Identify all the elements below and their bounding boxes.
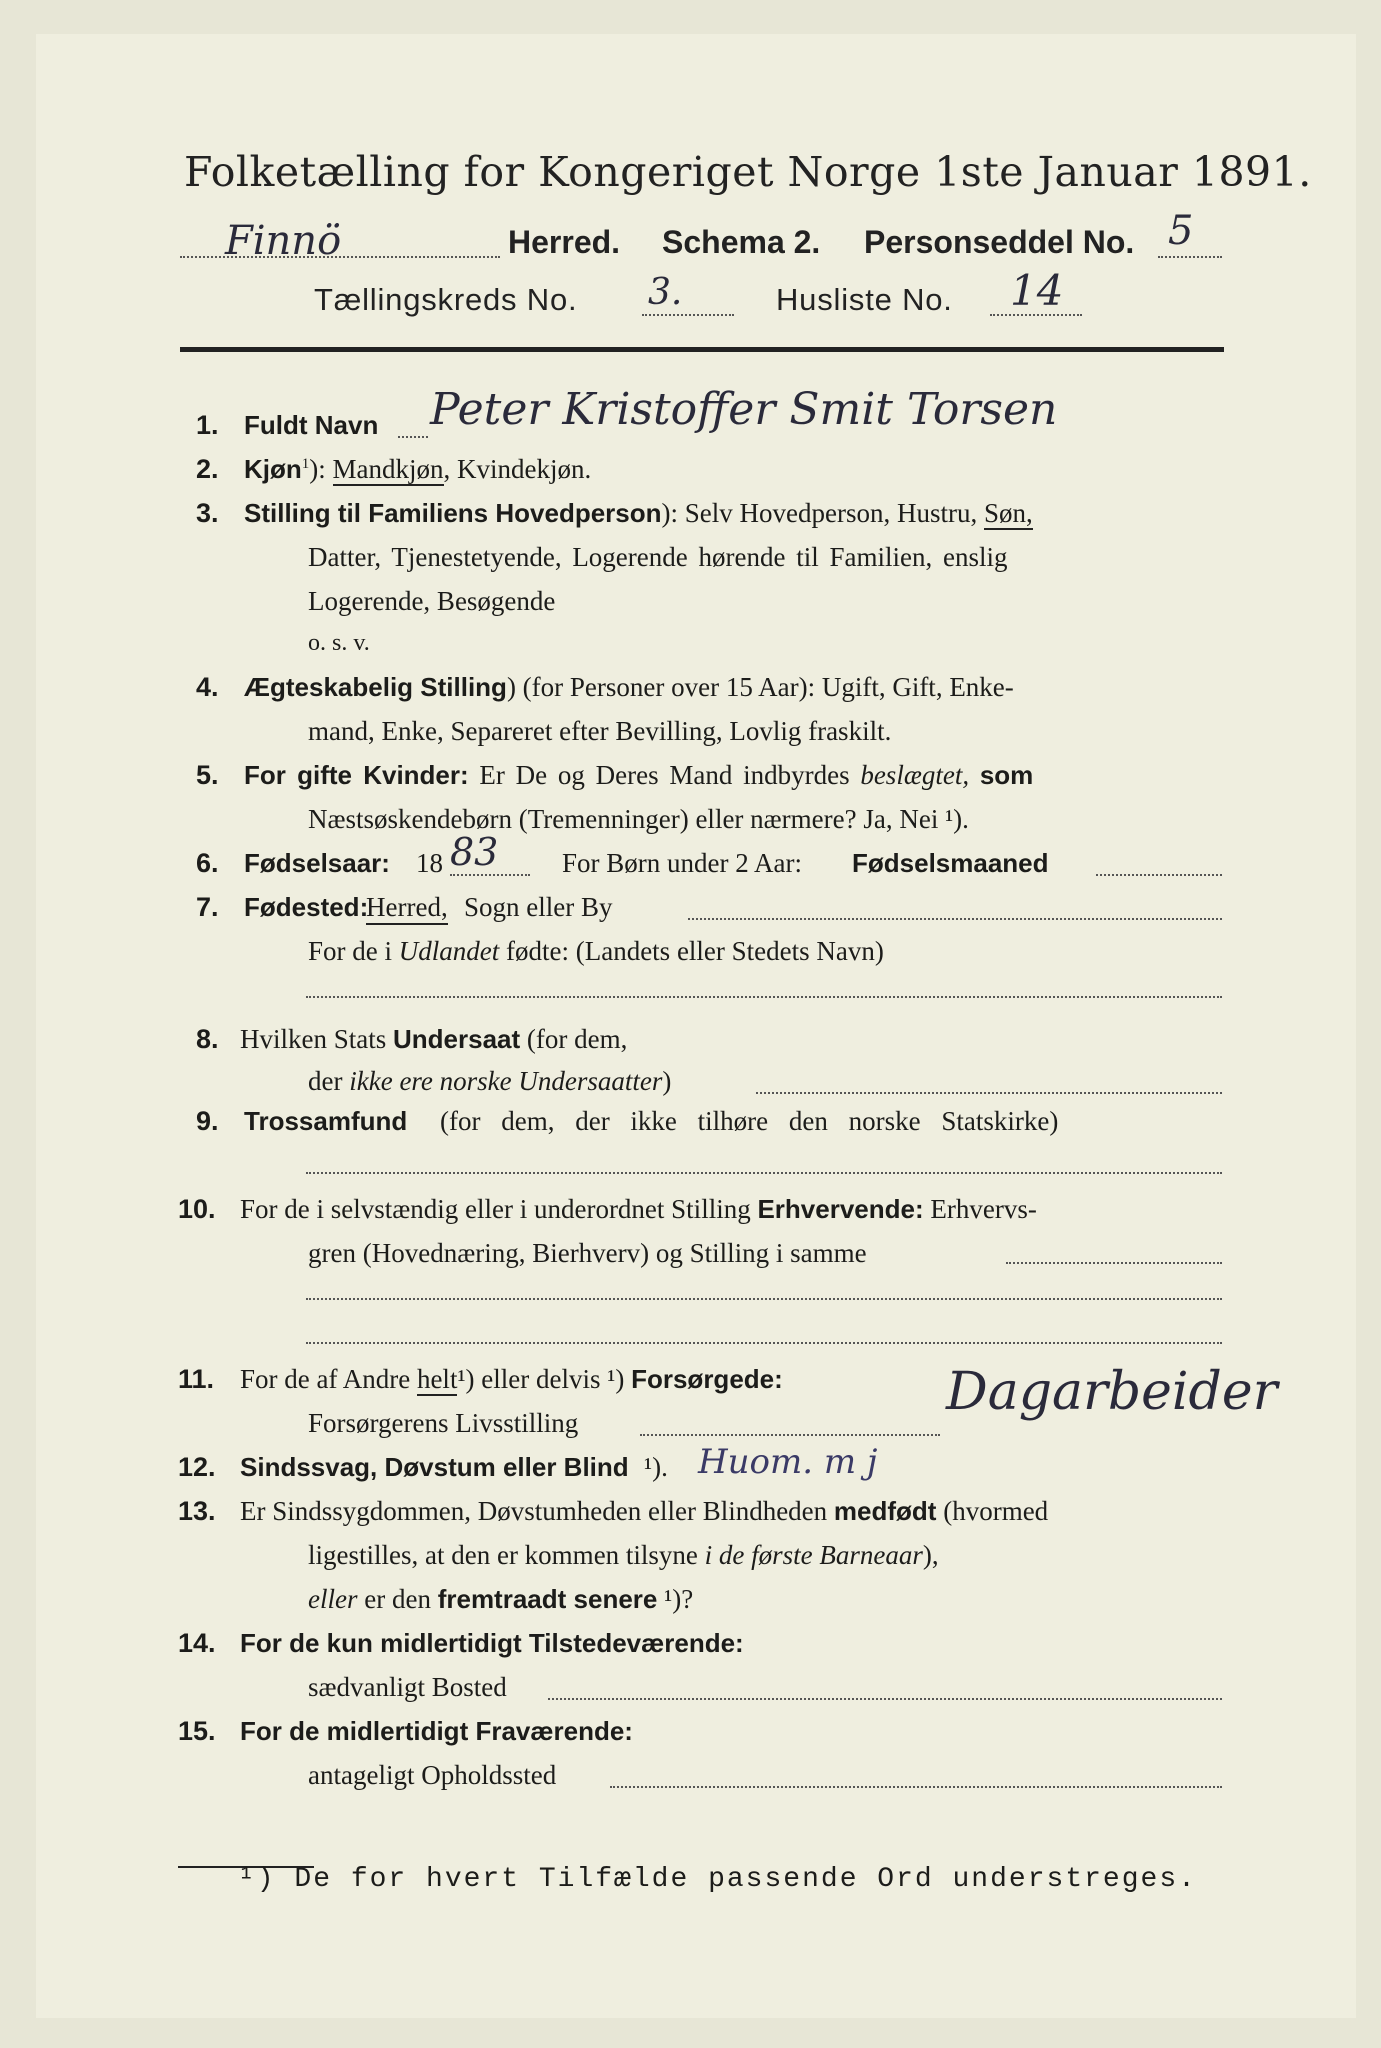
item-6-prefix: 18 <box>416 848 443 878</box>
item-10-line-1 <box>240 1194 1037 1225</box>
item-9-text-a: (for dem, der ikke tilhøre den norske Statskirke) <box>440 1106 1059 1136</box>
item-13-line-1 <box>240 1496 1048 1527</box>
item-13-text-b: (hvormed <box>943 1496 1049 1526</box>
item-2-line <box>244 454 591 485</box>
item-12-number: 12. <box>178 1452 216 1482</box>
item-15-dotted-line <box>610 1786 1222 1788</box>
item-14-dotted-line <box>548 1698 1222 1700</box>
item-2-label: Kjøn <box>244 454 302 484</box>
item-11-occupation-handwritten: Dagarbeider <box>946 1362 1278 1422</box>
item-6-year-handwritten: 83 <box>450 830 499 874</box>
item-15-line-2: antageligt Opholdssted <box>308 1760 557 1790</box>
item-13-line-2-b: ), <box>922 1540 939 1570</box>
item-6-label: Fødselsaar: <box>244 848 390 878</box>
item-9-dotted-line <box>306 1172 1222 1174</box>
item-2-text-b: , Kvindekjøn. <box>443 454 592 484</box>
item-8-line-1 <box>240 1024 627 1055</box>
item-8-line-2-italic: ikke ere norske Undersaatter <box>349 1066 663 1096</box>
item-9-number: 9. <box>196 1106 219 1136</box>
husliste-dotted-line <box>990 314 1082 316</box>
item-4-text-a: ) (for Personer over 15 Aar): Ugift, Gift, Enke- <box>506 672 1014 702</box>
census-form-sheet <box>36 34 1356 2018</box>
item-3-line-1 <box>244 498 1033 529</box>
form-title: Folketælling for Kongeriget Norge 1ste Januar 1891. <box>184 148 1312 196</box>
item-11-line-2: Forsørgerens Livsstilling <box>308 1408 579 1438</box>
item-11-line-1 <box>240 1364 783 1395</box>
item-6-number: 6. <box>196 848 219 878</box>
item-8-dotted-line <box>756 1092 1222 1094</box>
item-3-text-a: ): Selv Hovedperson, Hustru, <box>661 498 978 528</box>
item-10-dotted-line-2 <box>306 1298 1222 1300</box>
schema-label: Schema 2. <box>662 224 821 260</box>
item-2-selected-underlined: Mandkjøn <box>332 454 444 484</box>
item-12-handwritten: Huom. m j <box>698 1442 878 1482</box>
item-2-number: 2. <box>196 454 219 484</box>
item-11-text-a: For de af Andre <box>240 1364 411 1394</box>
item-11-text-b: ¹) eller delvis ¹) <box>457 1364 625 1394</box>
personseddel-handwritten: 5 <box>1168 208 1194 254</box>
herred-handwritten: Finnö <box>225 218 342 264</box>
item-13-line-3-a: er den <box>357 1584 438 1614</box>
item-13-number: 13. <box>178 1496 216 1526</box>
item-4-label: Ægteskabelig Stilling <box>244 672 507 702</box>
item-8-label: Undersaat <box>393 1024 521 1054</box>
item-13-text-a: Er Sindssygdommen, Døvstumheden eller Blindheden <box>240 1496 828 1526</box>
item-1-label: Fuldt Navn <box>244 410 379 440</box>
item-11-selected-underlined: helt <box>416 1364 458 1394</box>
item-13-line-3-bold: fremtraadt senere <box>437 1584 658 1614</box>
item-10-dotted-line <box>1006 1262 1222 1264</box>
item-8-line-2-a: der <box>308 1066 350 1096</box>
item-10-text-a: For de i selvstændig eller i underordnet Stilling <box>240 1194 751 1224</box>
item-15-number: 15. <box>178 1716 216 1746</box>
husliste-handwritten: 14 <box>1010 266 1064 315</box>
item-7-dotted-line-2 <box>306 996 1222 998</box>
item-10-number: 10. <box>178 1194 216 1224</box>
item-4-line-1 <box>244 672 1014 703</box>
item-11-label: Forsørgede: <box>631 1364 783 1394</box>
item-3-selected-underlined: Søn, <box>983 498 1033 528</box>
taellingskreds-handwritten: 3. <box>648 272 683 313</box>
personseddel-label: Personseddel No. <box>864 224 1135 260</box>
item-5-label: For gifte Kvinder: <box>244 760 469 790</box>
item-7-label: Fødested: <box>244 892 369 922</box>
item-7-dotted-line <box>688 918 1222 920</box>
item-6-label-2: Fødselsmaaned <box>852 848 1049 878</box>
item-3-number: 3. <box>196 498 219 528</box>
item-11-number: 11. <box>178 1364 215 1394</box>
item-7-line-2-b: fødte: (Landets eller Stedets Navn) <box>499 936 884 966</box>
item-9-label: Trossamfund <box>244 1106 408 1136</box>
item-3-line-4: o. s. v. <box>308 630 370 656</box>
item-11-dotted-line <box>640 1434 940 1436</box>
item-13-line-2-italic: i de første Barneaar <box>704 1540 923 1570</box>
item-6-month-dotted-line <box>1096 874 1222 876</box>
item-5-text-italic: beslægtet, <box>860 760 970 790</box>
item-3-line-3: Logerende, Besøgende <box>308 586 556 616</box>
item-13-line-3-b: ¹)? <box>657 1584 694 1614</box>
item-5-text-b: som <box>979 760 1034 790</box>
item-12-text-a: ¹). <box>644 1452 668 1482</box>
item-10-line-2: gren (Hovednæring, Bierhverv) og Stilling i samme <box>308 1238 867 1268</box>
item-7-text-a: Sogn eller By <box>464 892 613 922</box>
item-13-label: medfødt <box>833 1496 937 1526</box>
item-12-label: Sindssvag, Døvstum eller Blind <box>240 1452 629 1482</box>
item-13-line-2 <box>308 1540 939 1571</box>
herred-dotted-line <box>180 256 500 258</box>
item-6-text-a: For Børn under 2 Aar: <box>562 848 802 878</box>
husliste-label: Husliste No. <box>776 282 953 317</box>
item-5-text-a: Er De og Deres Mand indbyrdes <box>479 760 850 790</box>
item-7-line-2 <box>308 936 884 967</box>
item-4-line-2: mand, Enke, Separeret efter Bevilling, Lovlig fraskilt. <box>308 716 892 746</box>
item-7-number: 7. <box>196 892 219 922</box>
item-1-name-handwritten: Peter Kristoffer Smit Torsen <box>430 384 1058 435</box>
item-7-line-2-a: For de i <box>308 936 399 966</box>
herred-label: Herred. <box>508 224 621 260</box>
item-15-label: For de midlertidigt Fraværende: <box>240 1716 633 1746</box>
item-14-number: 14. <box>178 1628 216 1658</box>
item-2-text-a: ): <box>309 454 333 484</box>
item-10-text-b: Erhvervs- <box>930 1194 1037 1224</box>
item-7-line-2-italic: Udlandet <box>398 936 500 966</box>
personseddel-dotted-line <box>1158 256 1222 258</box>
taellingskreds-dotted-line <box>642 314 734 316</box>
footnote-text: ¹) De for hvert Tilfælde passende Ord understreges. <box>238 1864 1197 1895</box>
item-5-line-1 <box>244 760 1033 791</box>
item-4-number: 4. <box>196 672 219 702</box>
item-13-line-2-a: ligestilles, at den er kommen tilsyne <box>308 1540 705 1570</box>
item-8-text-b: (for dem, <box>526 1024 628 1054</box>
item-10-label: Erhvervende: <box>757 1194 924 1224</box>
item-3-label: Stilling til Familiens Hovedperson <box>244 498 662 528</box>
item-5-line-2: Næstsøskendebørn (Tremenninger) eller nærmere? Ja, Nei ¹). <box>308 804 969 834</box>
item-1-number: 1. <box>196 410 219 440</box>
item-8-line-2-b: ) <box>662 1066 672 1096</box>
item-7-selected-underlined: Herred, <box>366 892 448 925</box>
item-13-line-3 <box>308 1584 693 1615</box>
item-3-line-2: Datter, Tjenestetyende, Logerende hørende til Familien, enslig <box>308 542 1008 572</box>
item-8-number: 8. <box>196 1024 219 1054</box>
item-8-line-2 <box>308 1066 671 1097</box>
item-14-label: For de kun midlertidigt Tilstedeværende: <box>240 1628 744 1658</box>
item-5-number: 5. <box>196 760 219 790</box>
item-10-dotted-line-3 <box>306 1342 1222 1344</box>
taellingskreds-label: Tællingskreds No. <box>314 282 578 317</box>
item-8-text-a: Hvilken Stats <box>240 1024 387 1054</box>
item-14-line-2: sædvanligt Bosted <box>308 1672 507 1702</box>
item-13-line-3-italic: eller <box>308 1584 358 1614</box>
item-6-year-dotted-line <box>450 874 530 876</box>
item-2-sup: 1 <box>301 456 310 472</box>
header-rule <box>180 347 1224 352</box>
item-1-dotted-line <box>398 436 428 438</box>
